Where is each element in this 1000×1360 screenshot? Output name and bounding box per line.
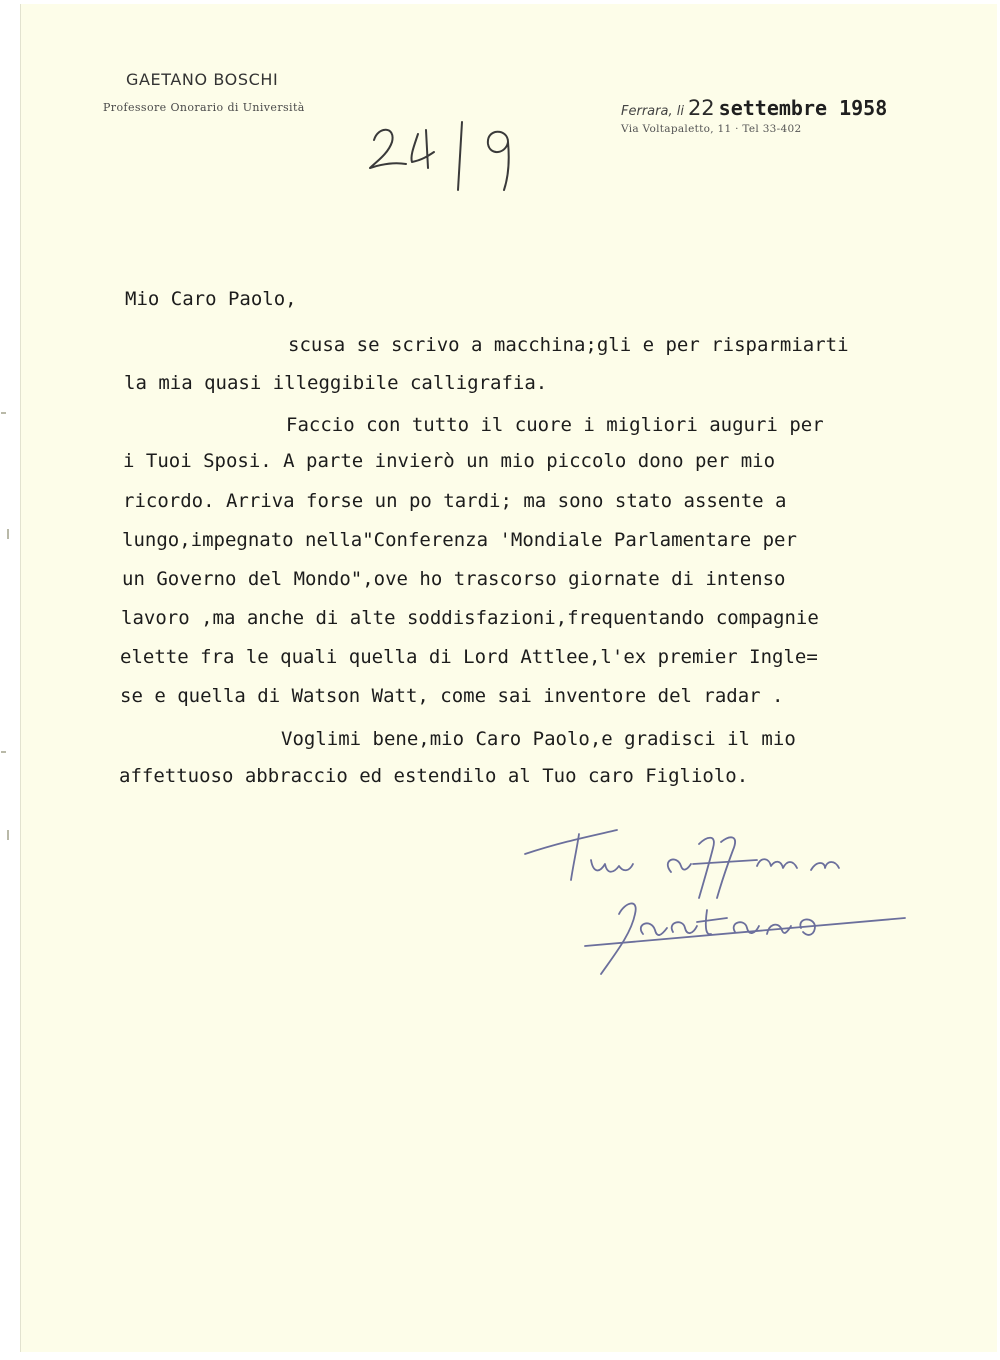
- letter-line: lavoro ,ma anche di alte soddisfazioni,frequentando compagnie: [121, 607, 819, 629]
- date-day: 22: [687, 96, 715, 120]
- paper-edge-mark: [7, 830, 9, 840]
- letter-line: elette fra le quali quella di Lord Attlee,l'ex premier Ingle=: [120, 646, 818, 668]
- place-date: [621, 96, 887, 120]
- letter-line: Voglimi bene,mio Caro Paolo,e gradisci il mio: [281, 728, 796, 750]
- sender-title: Professore Onorario di Università: [103, 101, 305, 114]
- letter-line: i Tuoi Sposi. A parte invierò un mio piccolo dono per mio: [123, 450, 776, 472]
- handwritten-received-date: [366, 112, 516, 197]
- letter-line: affettuoso abbraccio ed estendilo al Tuo caro Figliolo.: [119, 765, 749, 787]
- paper-edge-mark: [1, 751, 6, 753]
- letter-line: Faccio con tutto il cuore i migliori auguri per: [286, 414, 824, 436]
- sender-name: GAETANO BOSCHI: [126, 70, 279, 89]
- letter-line: ricordo. Arriva forse un po tardi; ma sono stato assente a: [123, 490, 787, 512]
- letter-sheet: [20, 4, 997, 1352]
- paper-edge-mark: [1, 412, 6, 414]
- letter-line: se e quella di Watson Watt, come sai inventore del radar .: [120, 685, 784, 707]
- place-prefix: Ferrara, li: [621, 104, 684, 119]
- letter-line: lungo,impegnato nella"Conferenza 'Mondiale Parlamentare per: [122, 529, 797, 551]
- paper-edge-mark: [7, 529, 9, 539]
- handwritten-signature: [521, 814, 921, 984]
- letter-line: scusa se scrivo a macchina;gli e per risparmiarti: [288, 334, 849, 356]
- sender-address: Via Voltapaletto, 11 · Tel 33-402: [621, 123, 802, 135]
- salutation: Mio Caro Paolo,: [125, 288, 297, 310]
- date-month-year: settembre 1958: [718, 96, 888, 120]
- letter-line: un Governo del Mondo",ove ho trascorso giornate di intenso: [122, 568, 786, 590]
- letter-line: la mia quasi illeggibile calligrafia.: [124, 372, 548, 394]
